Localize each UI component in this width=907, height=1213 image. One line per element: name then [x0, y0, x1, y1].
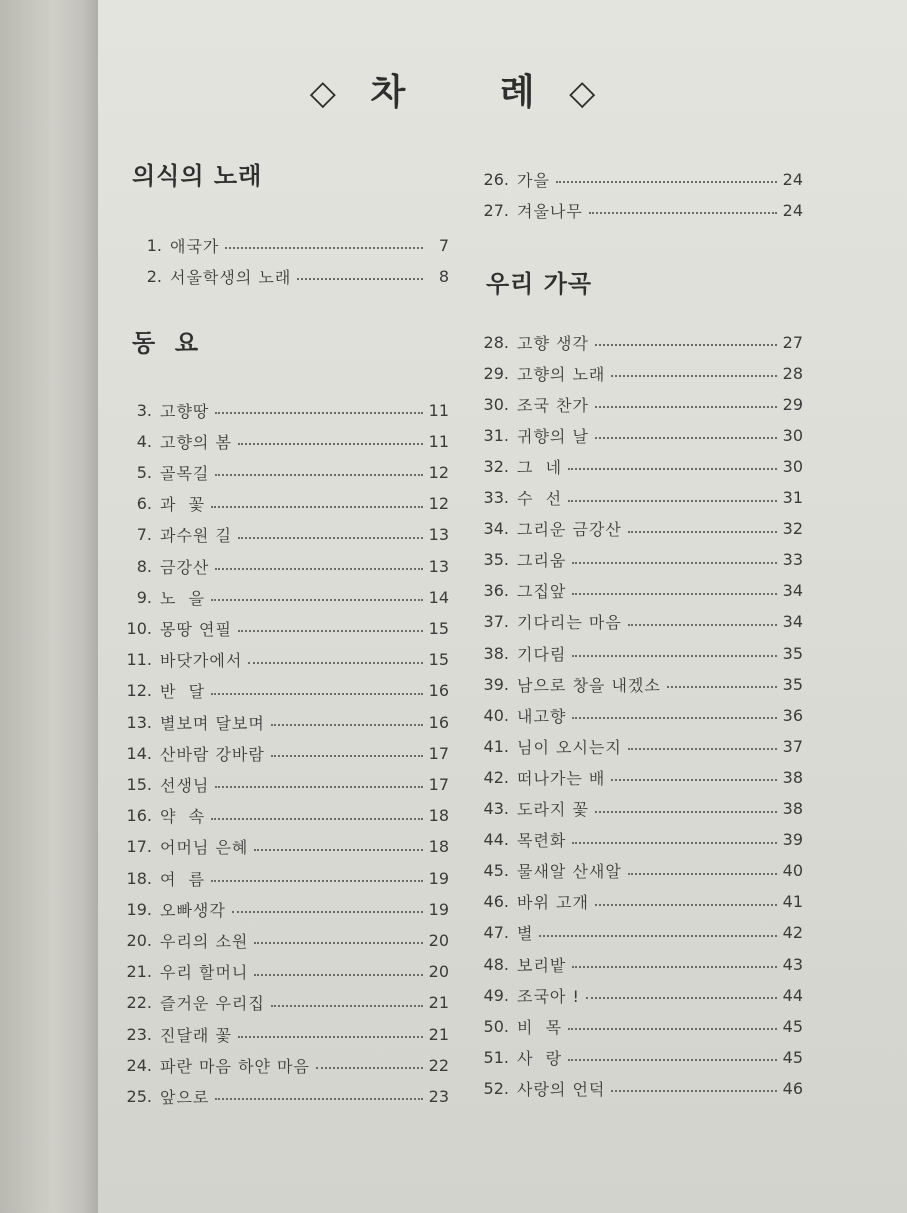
- leader-dots: [572, 715, 776, 719]
- toc-entry: [114, 741, 449, 765]
- leader-dots: [215, 472, 422, 476]
- entry-number: 3.: [136, 400, 152, 420]
- toc-entry: [114, 523, 449, 547]
- entry-title: 내고향: [517, 706, 567, 726]
- entry-page-number: 7: [438, 235, 449, 255]
- entry-title: 귀향의 날: [517, 426, 589, 446]
- toc-entry: [471, 1045, 803, 1069]
- leader-dots: [316, 1065, 423, 1069]
- entry-title: 사랑의 언덕: [517, 1079, 606, 1099]
- toc-entry: [471, 703, 803, 727]
- entry-page-number: 16: [428, 712, 449, 732]
- leader-dots: [595, 404, 777, 408]
- toc-entry: [114, 960, 449, 984]
- entry-page-number: 18: [428, 837, 449, 857]
- section-heading-korean-songs: 우리 가곡: [486, 270, 593, 298]
- entry-title: 기다리는 마음: [517, 613, 622, 633]
- toc-entry: [114, 460, 449, 484]
- leader-dots: [572, 560, 776, 564]
- entry-title: 도라지 꽃: [517, 800, 589, 819]
- entry-number: 52.: [483, 1078, 509, 1098]
- leader-dots: [628, 529, 777, 533]
- section-heading-ceremonial: 의식의 노래: [132, 162, 263, 190]
- entry-title: 애국가: [170, 236, 220, 256]
- leader-dots: [568, 466, 777, 470]
- leader-dots: [211, 878, 423, 882]
- entry-title: 바닷가에서: [160, 651, 243, 671]
- leader-dots: [254, 847, 422, 851]
- leader-dots: [271, 753, 423, 757]
- entry-title: 서울학생의 노래: [170, 267, 292, 287]
- entry-number: 30.: [483, 394, 509, 414]
- entry-page-number: 36: [782, 705, 803, 725]
- entry-number: 51.: [483, 1047, 509, 1067]
- leader-dots: [271, 722, 423, 726]
- entry-title: 고향땅: [160, 401, 210, 421]
- entry-number: 18.: [126, 868, 152, 888]
- toc-entry: [114, 772, 449, 796]
- toc-entry: [114, 616, 449, 640]
- toc-entry: [114, 710, 449, 734]
- entry-page-number: 24: [782, 200, 803, 220]
- toc-entry: [114, 804, 449, 828]
- toc-entry: [124, 233, 449, 257]
- entry-title: 바위 고개: [517, 893, 589, 913]
- entry-title: 고향의 봄: [160, 432, 232, 452]
- entry-number: 17.: [126, 837, 152, 857]
- entry-number: 27.: [483, 200, 509, 220]
- entry-title: 목련화: [517, 831, 567, 851]
- entry-page-number: 27: [782, 332, 803, 352]
- entry-title: 고향의 노래: [517, 364, 606, 384]
- entry-page-number: 19: [428, 868, 449, 888]
- toc-entry: [114, 429, 449, 453]
- entry-number: 32.: [483, 456, 509, 476]
- entry-page-number: 28: [782, 363, 803, 383]
- entry-title: 파란 마음 하얀 마음: [160, 1056, 310, 1076]
- entry-page-number: 16: [428, 681, 449, 701]
- entry-title: 떠나가는 배: [517, 768, 606, 788]
- entry-title: 수 선: [517, 489, 563, 508]
- toc-entry: [471, 734, 803, 758]
- toc-entry: [114, 897, 449, 921]
- entry-page-number: 42: [782, 923, 803, 943]
- leader-dots: [215, 566, 422, 570]
- entry-page-number: 46: [782, 1078, 803, 1098]
- leader-dots: [215, 1096, 422, 1100]
- entry-title: 님이 오시는지: [517, 737, 622, 757]
- leader-dots: [611, 777, 776, 781]
- entry-page-number: 37: [782, 736, 803, 756]
- entry-title: 진달래 꽃: [160, 1025, 232, 1045]
- entry-number: 34.: [483, 519, 509, 539]
- entry-page-number: 29: [782, 394, 803, 414]
- entry-number: 39.: [483, 674, 509, 694]
- entry-title: 가을: [517, 170, 550, 190]
- entry-number: 41.: [483, 736, 509, 756]
- entry-page-number: 11: [428, 400, 449, 420]
- entry-page-number: 38: [782, 799, 803, 818]
- entry-page-number: 8: [438, 266, 449, 286]
- leader-dots: [238, 535, 423, 539]
- leader-dots: [254, 940, 422, 944]
- leader-dots: [628, 871, 777, 875]
- entry-number: 42.: [483, 767, 509, 787]
- entry-page-number: 41: [782, 892, 803, 912]
- toc-entry: [124, 264, 449, 288]
- entry-title: 노 을: [160, 588, 206, 608]
- toc-entry: [114, 866, 449, 890]
- leader-dots: [586, 995, 777, 999]
- entry-number: 16.: [126, 806, 152, 826]
- entry-title: 선생님: [160, 775, 210, 795]
- entry-number: 35.: [483, 550, 509, 570]
- entry-number: 19.: [126, 899, 152, 919]
- entry-page-number: 40: [782, 861, 803, 881]
- entry-title: 그리운 금강산: [517, 520, 622, 540]
- leader-dots: [225, 245, 423, 249]
- diamond-icon: ◇: [569, 73, 598, 113]
- entry-page-number: 22: [428, 1055, 449, 1075]
- entry-number: 44.: [483, 830, 509, 850]
- entry-page-number: 32: [782, 519, 803, 539]
- entry-title: 기다림: [517, 644, 567, 664]
- entry-page-number: 14: [428, 587, 449, 607]
- entry-number: 11.: [126, 650, 152, 670]
- leader-dots: [667, 684, 777, 688]
- leader-dots: [211, 816, 423, 820]
- page-title: [0, 64, 907, 115]
- entry-page-number: 17: [428, 774, 449, 794]
- toc-entry: [114, 1084, 449, 1108]
- leader-dots: [595, 902, 777, 906]
- entry-title: 별: [517, 924, 534, 944]
- entry-page-number: 17: [428, 743, 449, 763]
- leader-dots: [572, 840, 776, 844]
- toc-entry: [471, 859, 803, 883]
- entry-page-number: 13: [428, 556, 449, 576]
- entry-page-number: 21: [428, 1024, 449, 1044]
- entry-page-number: 20: [428, 930, 449, 950]
- leader-dots: [539, 933, 776, 937]
- entry-page-number: 12: [428, 494, 449, 514]
- entry-page-number: 44: [782, 985, 803, 1005]
- toc-entry: [114, 679, 449, 703]
- leader-dots: [595, 342, 777, 346]
- toc-entry: [471, 610, 803, 634]
- entry-number: 50.: [483, 1016, 509, 1036]
- entry-page-number: 33: [782, 550, 803, 570]
- leader-dots: [611, 1088, 776, 1092]
- entry-number: 25.: [126, 1086, 152, 1106]
- entry-number: 26.: [483, 169, 509, 189]
- entry-title: 산바람 강바람: [160, 744, 265, 764]
- entry-number: 24.: [126, 1055, 152, 1075]
- entry-page-number: 45: [782, 1047, 803, 1067]
- entry-number: 47.: [483, 923, 509, 943]
- toc-entry: [471, 952, 803, 976]
- entry-title: 우리 할머니: [160, 963, 249, 983]
- toc-entry: [114, 1053, 449, 1077]
- entry-number: 43.: [483, 799, 509, 818]
- entry-page-number: 30: [782, 425, 803, 445]
- entry-number: 14.: [126, 743, 152, 763]
- entry-page-number: 15: [428, 650, 449, 670]
- entry-number: 5.: [136, 462, 152, 482]
- entry-title: 사 랑: [517, 1048, 563, 1068]
- leader-dots: [628, 746, 777, 750]
- entry-number: 22.: [126, 993, 152, 1013]
- entry-number: 31.: [483, 425, 509, 445]
- toc-entry: [471, 198, 803, 222]
- book-spine-shadow: [0, 0, 98, 1213]
- leader-dots: [572, 964, 776, 968]
- leader-dots: [572, 653, 776, 657]
- leader-dots: [595, 435, 777, 439]
- entry-title: 물새알 산새알: [517, 862, 622, 882]
- entry-number: 6.: [136, 494, 152, 514]
- toc-entry: [114, 648, 449, 672]
- entry-page-number: 38: [782, 767, 803, 787]
- toc-entry: [114, 585, 449, 609]
- leader-dots: [628, 622, 777, 626]
- entry-page-number: 35: [782, 674, 803, 694]
- entry-page-number: 23: [428, 1086, 449, 1106]
- entry-number: 28.: [483, 332, 509, 352]
- entry-title: 과수원 길: [160, 526, 232, 546]
- entry-page-number: 21: [428, 993, 449, 1013]
- entry-title: 비 목: [517, 1017, 563, 1037]
- entry-title: 골목길: [160, 463, 210, 483]
- entry-number: 20.: [126, 930, 152, 950]
- entry-title: 약 속: [160, 807, 206, 827]
- entry-title: 겨울나무: [517, 201, 583, 221]
- entry-number: 33.: [483, 488, 509, 507]
- toc-entry: [114, 1022, 449, 1046]
- toc-entry: [471, 921, 803, 945]
- toc-entry: [471, 765, 803, 789]
- entry-title: 그 네: [517, 457, 563, 477]
- entry-page-number: 20: [428, 962, 449, 982]
- entry-number: 8.: [136, 556, 152, 576]
- entry-title: 고향 생각: [517, 333, 589, 353]
- entry-title: 우리의 소원: [160, 931, 249, 951]
- toc-entry: [471, 1076, 803, 1100]
- entry-title: 남으로 창을 내겠소: [517, 675, 661, 695]
- entry-number: 1.: [146, 235, 162, 255]
- leader-dots: [271, 1003, 423, 1007]
- entry-title: 즐거운 우리집: [160, 994, 265, 1014]
- entry-number: 15.: [126, 774, 152, 794]
- leader-dots: [297, 276, 423, 280]
- entry-title: 반 달: [160, 682, 206, 702]
- entry-title: 그리움: [517, 551, 567, 571]
- entry-title: 앞으로: [160, 1087, 210, 1107]
- leader-dots: [572, 591, 776, 595]
- entry-page-number: 15: [428, 618, 449, 638]
- toc-entry: [471, 486, 803, 510]
- toc-entry: [114, 398, 449, 422]
- entry-number: 36.: [483, 581, 509, 601]
- entry-number: 9.: [136, 587, 152, 607]
- entry-number: 23.: [126, 1024, 152, 1044]
- entry-title: 조국 찬가: [517, 395, 589, 415]
- toc-entry: [471, 828, 803, 852]
- entry-page-number: 34: [782, 581, 803, 601]
- entry-number: 13.: [126, 712, 152, 732]
- leader-dots: [248, 660, 422, 664]
- entry-number: 45.: [483, 861, 509, 881]
- entry-page-number: 13: [428, 525, 449, 545]
- entry-page-number: 11: [428, 431, 449, 451]
- leader-dots: [238, 441, 423, 445]
- toc-entry: [471, 579, 803, 603]
- leader-dots: [568, 1057, 777, 1061]
- entry-page-number: 19: [428, 899, 449, 919]
- leader-dots: [568, 1026, 777, 1030]
- leader-dots: [595, 809, 777, 813]
- toc-entry: [114, 554, 449, 578]
- entry-title: 그집앞: [517, 582, 567, 602]
- toc-entry: [471, 392, 803, 416]
- toc-entry: [471, 890, 803, 914]
- entry-page-number: 31: [782, 488, 803, 507]
- leader-dots: [211, 691, 423, 695]
- entry-number: 21.: [126, 962, 152, 982]
- section-heading-childrens-songs: 동 요: [132, 329, 200, 357]
- entry-title: 별보며 달보며: [160, 713, 265, 733]
- entry-number: 29.: [483, 363, 509, 383]
- entry-page-number: 35: [782, 643, 803, 663]
- toc-entry: [114, 492, 449, 516]
- entry-title: 어머님 은혜: [160, 838, 249, 858]
- diamond-icon: ◇: [309, 73, 338, 113]
- leader-dots: [215, 410, 422, 414]
- leader-dots: [215, 784, 422, 788]
- toc-entry: [471, 167, 803, 191]
- toc-entry: [471, 983, 803, 1007]
- leader-dots: [589, 210, 777, 214]
- leader-dots: [232, 909, 423, 913]
- toc-entry: [114, 928, 449, 952]
- entry-page-number: 45: [782, 1016, 803, 1036]
- toc-entry: [471, 797, 803, 821]
- entry-number: 40.: [483, 705, 509, 725]
- entry-number: 48.: [483, 954, 509, 974]
- entry-number: 46.: [483, 892, 509, 912]
- entry-number: 12.: [126, 681, 152, 701]
- toc-entry: [471, 330, 803, 354]
- title-word-1: 차: [370, 72, 408, 113]
- entry-title: 과 꽃: [160, 495, 206, 515]
- toc-entry: [471, 548, 803, 572]
- entry-page-number: 34: [782, 612, 803, 632]
- toc-entry: [471, 641, 803, 665]
- leader-dots: [238, 628, 423, 632]
- entry-number: 10.: [126, 618, 152, 638]
- toc-entry: [471, 423, 803, 447]
- leader-dots: [568, 498, 777, 502]
- leader-dots: [556, 179, 777, 183]
- entry-page-number: 30: [782, 456, 803, 476]
- entry-page-number: 12: [428, 462, 449, 482]
- entry-number: 49.: [483, 985, 509, 1005]
- entry-number: 4.: [136, 431, 152, 451]
- entry-page-number: 43: [782, 954, 803, 974]
- toc-entry: [114, 991, 449, 1015]
- toc-entry: [471, 361, 803, 385]
- entry-number: 7.: [136, 525, 152, 545]
- entry-number: 37.: [483, 612, 509, 632]
- leader-dots: [211, 504, 423, 508]
- leader-dots: [211, 597, 423, 601]
- entry-number: 38.: [483, 643, 509, 663]
- toc-entry: [471, 454, 803, 478]
- entry-title: 몽땅 연필: [160, 619, 232, 639]
- entry-title: 조국아 !: [517, 986, 580, 1006]
- entry-title: 금강산: [160, 557, 210, 577]
- entry-title: 여 름: [160, 869, 206, 889]
- leader-dots: [254, 972, 422, 976]
- entry-page-number: 24: [782, 169, 803, 189]
- toc-entry: [471, 1014, 803, 1038]
- entry-title: 보리밭: [517, 955, 567, 975]
- entry-page-number: 18: [428, 806, 449, 826]
- toc-entry: [471, 517, 803, 541]
- entry-title: 오빠생각: [160, 900, 226, 920]
- leader-dots: [611, 373, 776, 377]
- leader-dots: [238, 1034, 423, 1038]
- title-word-2: 례: [499, 72, 537, 113]
- entry-page-number: 39: [782, 830, 803, 850]
- toc-entry: [114, 835, 449, 859]
- toc-entry: [471, 672, 803, 696]
- entry-number: 2.: [146, 266, 162, 286]
